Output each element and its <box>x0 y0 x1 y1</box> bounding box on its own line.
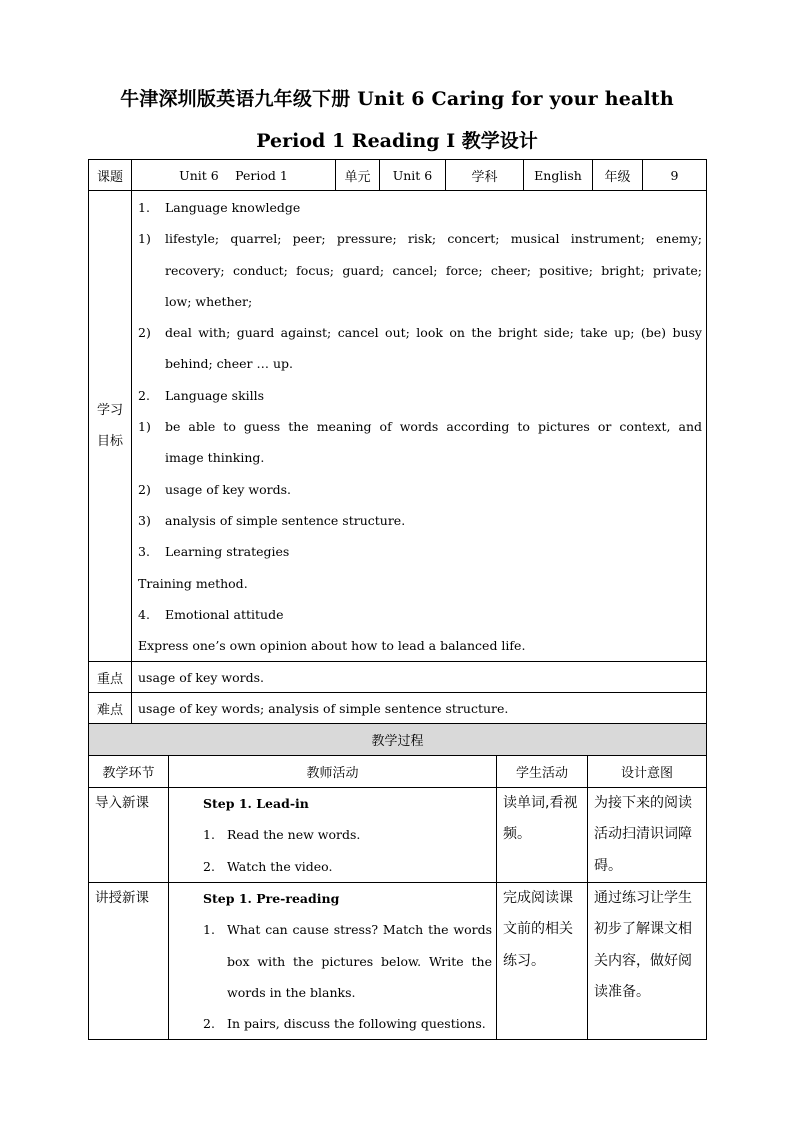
student-activity-line: 完成阅读课 <box>503 890 573 906</box>
step-item-number: 2. <box>203 1016 215 1032</box>
item-2-line1: deal with; guard against; cancel out; look on the bright side; take up; (be) busy <box>165 325 702 341</box>
lesson-info-table <box>88 159 707 724</box>
skill-3-text: analysis of simple sentence structure. <box>165 512 406 528</box>
subject-label: 学科 <box>446 160 524 191</box>
key-points-label: 重点 <box>89 662 132 693</box>
design-intent-line: 活动扫清识词障 <box>594 826 692 843</box>
step-item-text: box with the pictures below. Write the <box>227 953 492 969</box>
document-title-line1: 牛津深圳版英语九年级下册 Unit 6 Caring for your health <box>120 88 674 110</box>
section-4-number: 4. <box>138 606 150 622</box>
step-item-text: In pairs, discuss the following questions. <box>227 1016 486 1032</box>
design-intent-line: 为接下来的阅读 <box>594 795 692 811</box>
section-1-number: 1. <box>138 200 150 215</box>
process-row <box>89 883 707 1040</box>
student-activity-line: 文前的相关 <box>503 921 573 938</box>
stage-cell: 讲授新课 <box>89 883 169 1040</box>
step-item-text: Read the new words. <box>227 827 361 843</box>
student-activity-cell <box>497 883 588 1040</box>
student-activity-cell <box>497 788 588 883</box>
teaching-process-table <box>88 723 707 1040</box>
step-item-text: What can cause stress? Match the words <box>227 922 492 938</box>
objectives-label: 学习 目标 <box>89 191 132 662</box>
section-3-title: Learning strategies <box>165 544 290 560</box>
unit-label: 单元 <box>336 160 380 191</box>
section-1-title: Language knowledge <box>165 200 301 215</box>
objectives-content <box>132 191 707 662</box>
key-points-text: usage of key words. <box>132 662 707 693</box>
topic-label: 课题 <box>89 160 132 191</box>
col-student-header: 学生活动 <box>497 756 588 788</box>
design-intent-line: 初步了解课文相 <box>594 921 692 938</box>
design-intent-cell <box>588 788 707 883</box>
difficult-points-text: usage of key words; analysis of simple sentence structure. <box>132 693 707 724</box>
skill-1-line2: image thinking. <box>165 450 265 466</box>
step-item-number: 2. <box>203 858 215 874</box>
process-row <box>89 788 707 883</box>
process-column-headers <box>89 756 707 788</box>
skill-1-line1: be able to guess the meaning of words according to pictures or context, and <box>165 419 702 435</box>
topic-value: Unit 6 Period 1 <box>132 160 336 191</box>
student-activity-line: 读单词,看视 <box>503 795 578 811</box>
section-2-title: Language skills <box>165 387 265 403</box>
teacher-activity-cell <box>169 883 497 1040</box>
section-4-title: Emotional attitude <box>165 606 284 622</box>
design-intent-line: 碍。 <box>594 857 622 874</box>
process-header: 教学过程 <box>89 724 707 756</box>
difficult-points-label: 难点 <box>89 693 132 724</box>
step-item-text: Watch the video. <box>227 858 333 874</box>
objectives-row <box>89 191 707 662</box>
section-3-number: 3. <box>138 544 150 560</box>
grade-label: 年级 <box>593 160 643 191</box>
student-activity-line: 频。 <box>503 826 531 843</box>
skill-2-number: 2) <box>138 481 151 497</box>
process-header-row <box>89 724 707 756</box>
document-title-line2: Period 1 Reading I 教学设计 <box>256 130 538 152</box>
step-item-text: words in the blanks. <box>227 984 356 1000</box>
student-activity-line: 练习。 <box>503 952 545 969</box>
design-intent-line: 读准备。 <box>594 983 650 1000</box>
skill-3-number: 3) <box>138 512 151 528</box>
col-design-header: 设计意图 <box>588 756 707 788</box>
grade-value: 9 <box>643 160 707 191</box>
step-title: Step 1. Pre-reading <box>203 891 340 906</box>
step-item-number: 1. <box>203 922 215 938</box>
teacher-activity-cell <box>169 788 497 883</box>
design-intent-line: 通过练习让学生 <box>594 890 692 906</box>
skill-1-number: 1) <box>138 419 151 435</box>
difficult-points-row <box>89 693 707 724</box>
key-points-row <box>89 662 707 693</box>
item-1-line1: lifestyle; quarrel; peer; pressure; risk; concert; musical instrument; enemy; <box>165 231 702 247</box>
step-title: Step 1. Lead-in <box>203 796 309 811</box>
stage-cell: 导入新课 <box>89 788 169 883</box>
step-item-number: 1. <box>203 827 215 843</box>
design-intent-line: 关内容，做好阅 <box>594 952 692 969</box>
section-4-text: Express one’s own opinion about how to lead a balanced life. <box>138 638 526 654</box>
item-1-line2: recovery; conduct; focus; guard; cancel; force; cheer; positive; bright; private; <box>165 262 702 278</box>
col-stage-header: 教学环节 <box>89 756 169 788</box>
item-2-line2: behind; cheer … up. <box>165 356 293 372</box>
section-3-text: Training method. <box>138 575 248 591</box>
item-2-number: 2) <box>138 325 151 341</box>
subject-value: English <box>524 160 593 191</box>
item-1-number: 1) <box>138 231 151 247</box>
design-intent-cell <box>588 883 707 1040</box>
col-teacher-header: 教师活动 <box>169 756 497 788</box>
info-row <box>89 160 707 191</box>
section-2-number: 2. <box>138 387 150 403</box>
skill-2-text: usage of key words. <box>165 481 292 497</box>
unit-value: Unit 6 <box>380 160 446 191</box>
item-1-line3: low; whether; <box>165 293 253 309</box>
